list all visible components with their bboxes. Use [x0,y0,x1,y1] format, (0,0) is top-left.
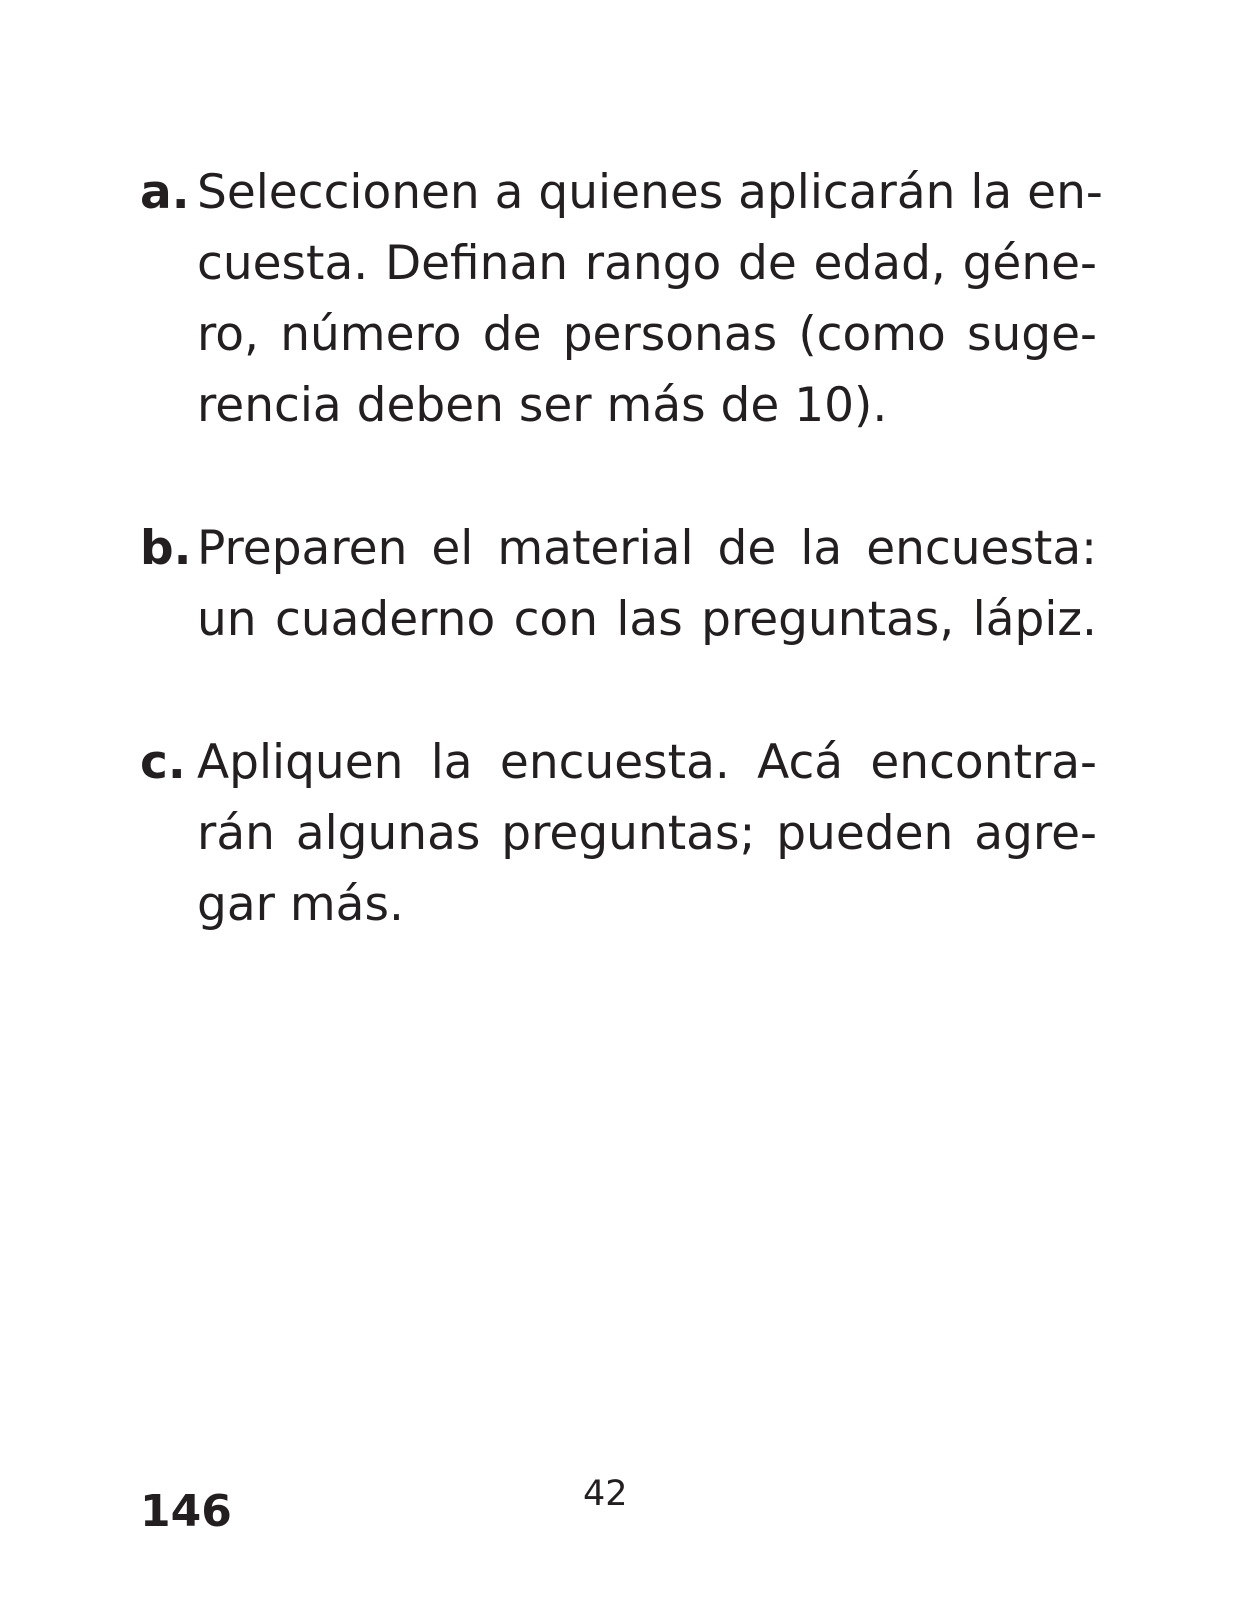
list-marker-a: a. [140,165,190,220]
item-c-line-2: rán algunas preguntas; pueden agre- [197,806,1097,861]
item-a-line-2: cuesta. Definan rango de edad, géne- [197,236,1097,291]
item-c-line-3: gar más. [197,877,404,932]
page-number: 42 [583,1474,628,1514]
list-marker-c: c. [140,735,186,790]
item-a-line-4: rencia deben ser más de 10). [197,378,888,433]
book-page-folio: 146 [140,1486,232,1537]
item-b-line-2: un cuaderno con las preguntas, lápiz. [197,592,1097,647]
list-marker-b: b. [140,521,192,576]
list-item-c [140,727,1100,940]
list-item-a [140,157,1103,441]
item-a-line-3: ro, número de personas (como suge- [197,307,1097,362]
list-item-b [140,513,1100,655]
item-a-line-1: Seleccionen a quienes aplicarán la en- [197,165,1103,220]
item-b-line-1: Preparen el material de la encuesta: [197,521,1097,576]
item-c-line-1: Apliquen la encuesta. Acá encontra- [197,735,1097,790]
